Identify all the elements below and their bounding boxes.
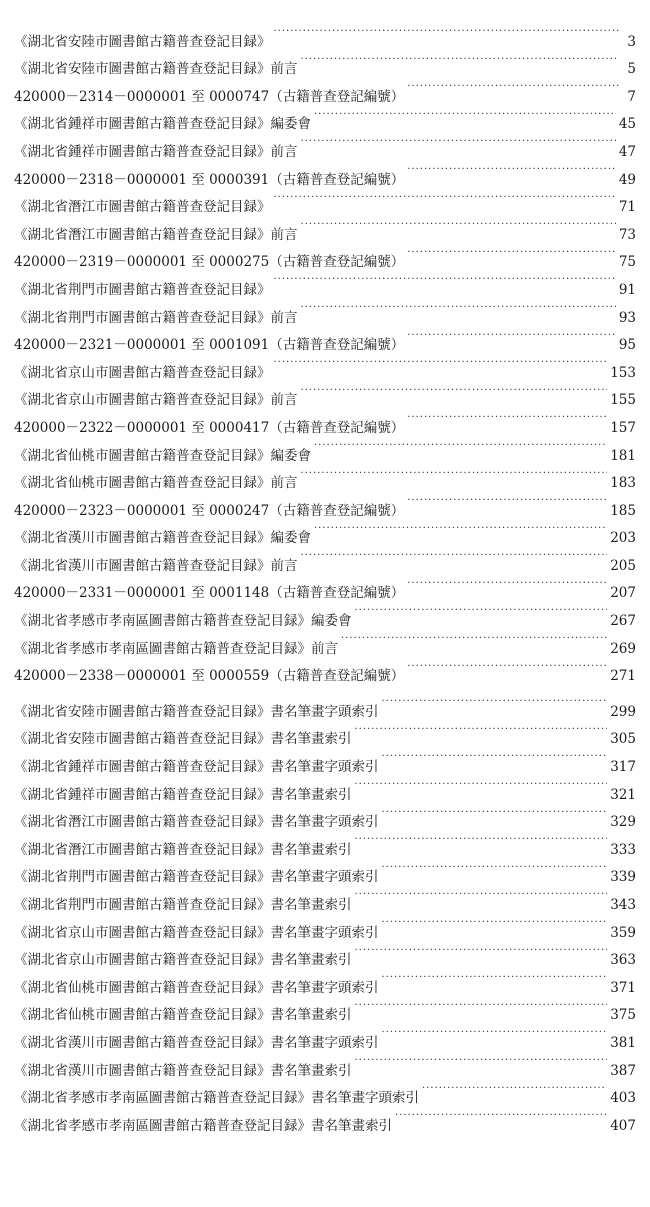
toc-entry-title: 《湖北省荆門市圖書館古籍普查登記目録》 <box>14 281 271 298</box>
dot-leader <box>274 266 616 294</box>
dot-leader <box>301 128 616 156</box>
toc-entry-page-number: 7 <box>627 88 636 105</box>
dot-leader <box>355 937 608 965</box>
toc-entry-page-number: 267 <box>610 613 636 630</box>
dot-leader <box>355 1047 608 1075</box>
toc-entry-page-number: 73 <box>618 226 636 243</box>
toc-entry-title: 《湖北省仙桃市圖書館古籍普查登記目録》書名筆畫字頭索引 <box>14 979 379 996</box>
toc-entry-page-number: 5 <box>627 61 636 78</box>
dot-leader <box>382 854 608 882</box>
toc-entry-title: 《湖北省漢川市圖書館古籍普查登記目録》書名筆畫索引 <box>14 1062 352 1079</box>
toc-entry-title: 420000－2318－0000001 至 0000391（古籍普查登記編號） <box>14 171 405 188</box>
toc-entry-title: 《湖北省鍾祥市圖書館古籍普查登記目録》前言 <box>14 143 298 160</box>
toc-entry[interactable] <box>14 18 636 50</box>
dot-leader <box>355 597 608 625</box>
dot-leader <box>382 743 608 771</box>
toc-entry-title: 420000－2331－0000001 至 0001148（古籍普查登記編號） <box>14 585 405 602</box>
toc-entry-page-number: 299 <box>610 703 636 720</box>
dot-leader <box>355 716 608 744</box>
toc-entry-title: 《湖北省鍾祥市圖書館古籍普查登記目録》書名筆畫索引 <box>14 786 352 803</box>
toc-entry-page-number: 183 <box>610 475 636 492</box>
toc-entry-page-number: 343 <box>610 897 636 913</box>
toc-entry-page-number: 271 <box>610 668 636 685</box>
toc-entry-title: 《湖北省孝感市孝南區圖書館古籍普查登記目録》編委會 <box>14 613 352 630</box>
toc-entry-title: 420000－2314－0000001 至 0000747（古籍普查登記編號） <box>14 88 405 105</box>
toc-entry-page-number: 205 <box>610 557 636 574</box>
toc-entry-title: 《湖北省荆門市圖書館古籍普查登記目録》書名筆畫索引 <box>14 897 352 913</box>
toc-entry-page-number: 91 <box>618 281 636 298</box>
toc-entry-title: 《湖北省仙桃市圖書館古籍普查登記目録》編委會 <box>14 447 311 464</box>
toc-entry-page-number: 359 <box>610 924 636 941</box>
toc-entry-page-number: 317 <box>610 759 636 776</box>
dot-leader <box>382 909 608 937</box>
toc-entry-title: 《湖北省安陸市圖書館古籍普查登記目録》前言 <box>14 61 298 78</box>
dot-leader <box>314 101 616 129</box>
toc-entry-page-number: 71 <box>618 199 636 216</box>
toc-entry-title: 《湖北省潛江市圖書館古籍普查登記目録》書名筆畫字頭索引 <box>14 814 379 831</box>
toc-entry-title: 《湖北省安陸市圖書館古籍普查登記目録》 <box>14 33 271 50</box>
dot-leader <box>382 1019 608 1047</box>
toc-entry-page-number: 155 <box>610 392 636 409</box>
toc-entry-page-number: 269 <box>610 640 636 657</box>
dot-leader <box>382 964 608 992</box>
dot-leader <box>274 184 616 212</box>
toc-entry-page-number: 45 <box>618 116 636 133</box>
toc-entry-page-number: 333 <box>610 841 636 858</box>
toc-entry-page-number: 375 <box>610 1007 636 1024</box>
toc-entry-title: 《湖北省京山市圖書館古籍普查登記目録》書名筆畫索引 <box>14 952 352 969</box>
dot-leader <box>274 18 620 46</box>
toc-entry-page-number: 153 <box>610 364 636 381</box>
toc-entry-title: 《湖北省仙桃市圖書館古籍普查登記目録》書名筆畫索引 <box>14 1007 352 1024</box>
toc-entry-title: 《湖北省孝感市孝南區圖書館古籍普查登記目録》前言 <box>14 640 338 657</box>
dot-leader <box>355 826 608 854</box>
toc-entry-page-number: 321 <box>610 786 636 803</box>
toc-entry-page-number: 381 <box>610 1034 636 1051</box>
toc-entry-title: 420000－2338－0000001 至 0000559（古籍普查登記編號） <box>14 668 405 685</box>
toc-entry-title: 《湖北省孝感市孝南區圖書館古籍普查登記目録》書名筆畫索引 <box>14 1117 392 1134</box>
toc-entry-title: 《湖北省孝感市孝南區圖書館古籍普查登記目録》書名筆畫字頭索引 <box>14 1090 419 1107</box>
toc-entry-page-number: 75 <box>618 254 636 271</box>
dot-leader <box>301 542 608 570</box>
dot-leader <box>407 322 616 350</box>
dot-leader <box>355 992 608 1020</box>
toc-entry-page-number: 363 <box>610 952 636 969</box>
dot-leader <box>274 349 608 377</box>
toc-entry-title: 《湖北省漢川市圖書館古籍普查登記目録》書名筆畫字頭索引 <box>14 1034 379 1051</box>
toc-entry-title: 《湖北省潛江市圖書館古籍普查登記目録》前言 <box>14 226 298 243</box>
toc-entry-title: 420000－2322－0000001 至 0000417（古籍普查登記編號） <box>14 419 405 436</box>
dot-leader <box>301 460 608 488</box>
dot-leader <box>407 487 607 515</box>
dot-leader <box>382 688 608 716</box>
toc-entry-page-number: 185 <box>610 502 636 519</box>
dot-leader <box>407 570 607 598</box>
toc-entry[interactable] <box>14 688 636 720</box>
dot-leader <box>301 294 616 322</box>
toc-entry-title: 《湖北省荆門市圖書館古籍普查登記目録》前言 <box>14 309 298 326</box>
dot-leader <box>314 515 607 543</box>
toc-entry-title: 《湖北省漢川市圖書館古籍普查登記目録》前言 <box>14 557 298 574</box>
toc-entry-title: 《湖北省潛江市圖書館古籍普查登記目録》 <box>14 199 271 216</box>
toc-entry-title: 《湖北省安陸市圖書館古籍普查登記目録》書名筆畫字頭索引 <box>14 703 379 720</box>
toc-entry-page-number: 95 <box>618 337 636 354</box>
toc-entry-page-number: 305 <box>610 731 636 748</box>
dot-leader <box>301 46 620 74</box>
toc-entry-title: 《湖北省鍾祥市圖書館古籍普查登記目録》書名筆畫字頭索引 <box>14 759 379 776</box>
dot-leader <box>355 881 608 909</box>
table-of-contents <box>14 18 636 1134</box>
dot-leader <box>407 156 616 184</box>
toc-entry-page-number: 407 <box>610 1117 636 1134</box>
dot-leader <box>395 1102 607 1130</box>
toc-entry-title: 《湖北省荆門市圖書館古籍普查登記目録》書名筆畫字頭索引 <box>14 869 379 886</box>
toc-entry-title: 《湖北省漢川市圖書館古籍普查登記目録》編委會 <box>14 530 311 547</box>
toc-entry-page-number: 329 <box>610 814 636 831</box>
dot-leader <box>301 377 608 405</box>
toc-entry-title: 《湖北省鍾祥市圖書館古籍普查登記目録》編委會 <box>14 116 311 133</box>
toc-entry-page-number: 93 <box>618 309 636 326</box>
toc-entry-page-number: 387 <box>610 1062 636 1079</box>
toc-entry-title: 《湖北省仙桃市圖書館古籍普查登記目録》前言 <box>14 475 298 492</box>
toc-entry-title: 《湖北省潛江市圖書館古籍普查登記目録》書名筆畫索引 <box>14 841 352 858</box>
toc-entry-page-number: 3 <box>627 33 636 50</box>
dot-leader <box>407 239 616 267</box>
toc-entry-page-number: 371 <box>610 979 636 996</box>
toc-entry-page-number: 157 <box>610 419 636 436</box>
dot-leader <box>355 771 608 799</box>
dot-leader <box>407 73 619 101</box>
toc-entry-title: 《湖北省京山市圖書館古籍普查登記目録》 <box>14 364 271 381</box>
dot-leader <box>301 211 616 239</box>
toc-entry-title: 《湖北省京山市圖書館古籍普查登記目録》書名筆畫字頭索引 <box>14 924 379 941</box>
toc-section-catalogues <box>14 18 636 685</box>
toc-entry-page-number: 403 <box>610 1090 636 1107</box>
toc-entry-title: 《湖北省安陸市圖書館古籍普查登記目録》書名筆畫索引 <box>14 731 352 748</box>
toc-entry-page-number: 181 <box>610 447 636 464</box>
toc-entry-title: 420000－2323－0000001 至 0000247（古籍普查登記編號） <box>14 502 405 519</box>
dot-leader <box>341 625 607 653</box>
toc-entry-page-number: 207 <box>610 585 636 602</box>
toc-entry-title: 《湖北省京山市圖書館古籍普查登記目録》前言 <box>14 392 298 409</box>
toc-entry-page-number: 203 <box>610 530 636 547</box>
toc-section-indexes <box>14 688 636 1134</box>
toc-entry-title: 420000－2319－0000001 至 0000275（古籍普查登記編號） <box>14 254 405 271</box>
dot-leader <box>407 653 607 681</box>
dot-leader <box>422 1075 607 1103</box>
toc-entry-page-number: 49 <box>618 171 636 188</box>
dot-leader <box>314 432 607 460</box>
dot-leader <box>407 404 607 432</box>
toc-entry-page-number: 339 <box>610 869 636 886</box>
toc-entry-page-number: 47 <box>618 143 636 160</box>
toc-entry-title: 420000－2321－0000001 至 0001091（古籍普查登記編號） <box>14 337 405 354</box>
dot-leader <box>382 799 608 827</box>
